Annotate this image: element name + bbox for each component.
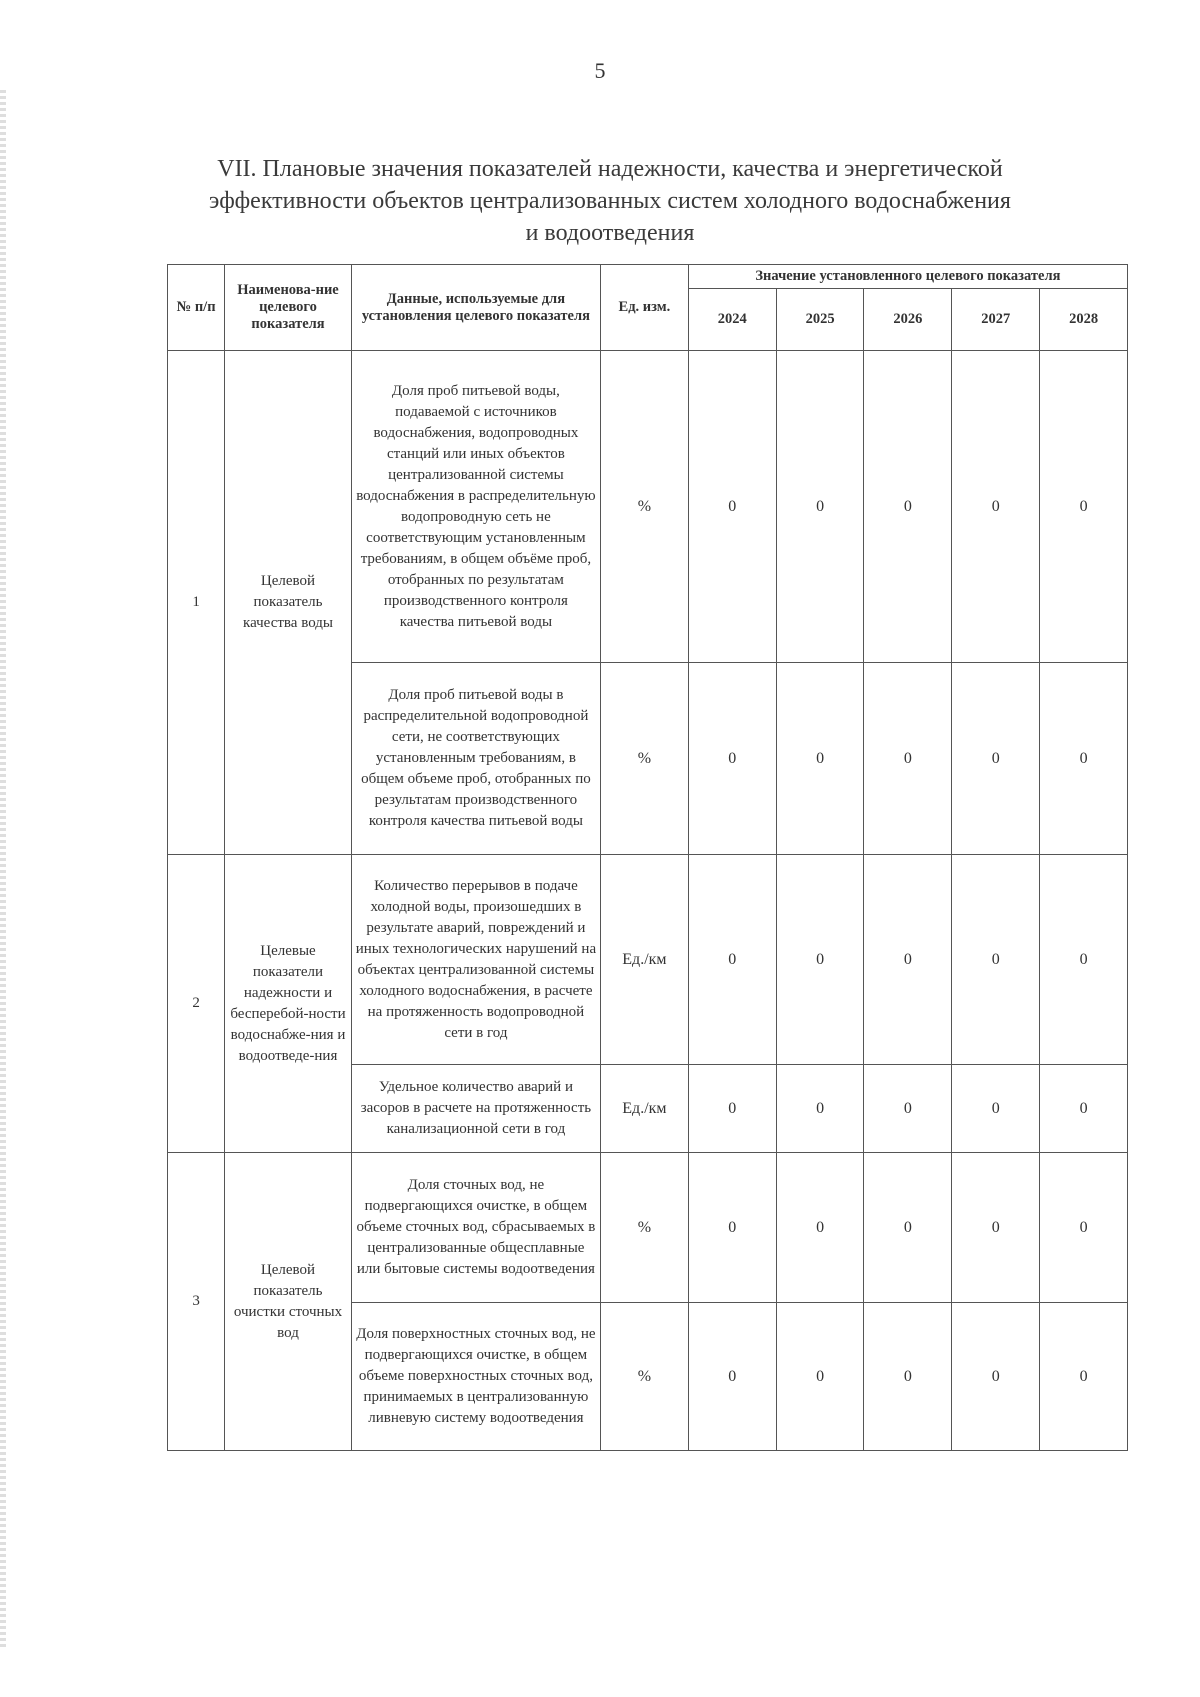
header-num: № п/п (168, 265, 225, 351)
value-cell: 0 (688, 1065, 776, 1153)
header-year: 2027 (952, 289, 1040, 351)
value-cell: 0 (952, 351, 1040, 663)
header-year: 2028 (1040, 289, 1128, 351)
value-cell: 0 (688, 663, 776, 855)
value-cell: 0 (688, 1303, 776, 1451)
unit-cell: % (601, 663, 689, 855)
heading-line: и водоотведения (525, 220, 695, 246)
indicator-data: Удельное количество аварий и засоров в расчете на протяженность канализационной сети в год (351, 1065, 600, 1153)
value-cell: 0 (864, 855, 952, 1065)
indicator-data: Количество перерывов в подаче холодной воды, произошедших в результате аварий, повреждений и иных технологических нарушений на объектах централизованной системы холодного водоснабжения, в расчете на протяженность водопроводной сети в год (351, 855, 600, 1065)
row-number: 3 (168, 1153, 225, 1451)
value-cell: 0 (864, 1303, 952, 1451)
value-cell: 0 (864, 1065, 952, 1153)
value-cell: 0 (688, 855, 776, 1065)
value-cell: 0 (1040, 1065, 1128, 1153)
header-data: Данные, используемые для установления целевого показателя (351, 265, 600, 351)
value-cell: 0 (776, 351, 864, 663)
value-cell: 0 (1040, 1303, 1128, 1451)
value-cell: 0 (1040, 855, 1128, 1065)
header-year: 2026 (864, 289, 952, 351)
unit-cell: Ед./км (601, 855, 689, 1065)
value-cell: 0 (776, 663, 864, 855)
header-unit: Ед. изм. (601, 265, 689, 351)
value-cell: 0 (864, 351, 952, 663)
table-row (168, 855, 1128, 1065)
indicator-data: Доля сточных вод, не подвергающихся очистке, в общем объеме сточных вод, сбрасываемых в централизованные общесплавные или бытовые системы водоотведения (351, 1153, 600, 1303)
value-cell: 0 (776, 1303, 864, 1451)
header-year: 2024 (688, 289, 776, 351)
value-cell: 0 (952, 1303, 1040, 1451)
value-cell: 0 (1040, 351, 1128, 663)
indicator-data: Доля проб питьевой воды, подаваемой с источников водоснабжения, водопроводных станций или иных объектов централизованной системы водоснабжения в распределительную водопроводную сеть не соответствующим установленным требованиям, в общем объёме проб, отобранных по результатам производственного контроля качества питьевой воды (351, 351, 600, 663)
indicator-name: Целевые показатели надежности и бесперебой-ности водоснабже-ния и водоотведе-ния (225, 855, 352, 1153)
value-cell: 0 (952, 1065, 1040, 1153)
table-row (168, 351, 1128, 663)
value-cell: 0 (776, 855, 864, 1065)
row-number: 1 (168, 351, 225, 855)
unit-cell: % (601, 1153, 689, 1303)
value-cell: 0 (1040, 663, 1128, 855)
value-cell: 0 (776, 1065, 864, 1153)
indicators-table (167, 264, 1128, 1451)
row-number: 2 (168, 855, 225, 1153)
table-row (168, 1153, 1128, 1303)
value-cell: 0 (1040, 1153, 1128, 1303)
value-cell: 0 (864, 663, 952, 855)
header-year: 2025 (776, 289, 864, 351)
indicator-name: Целевой показатель очистки сточных вод (225, 1153, 352, 1451)
value-cell: 0 (952, 663, 1040, 855)
unit-cell: % (601, 1303, 689, 1451)
value-cell: 0 (688, 351, 776, 663)
unit-cell: % (601, 351, 689, 663)
indicator-name: Целевой показатель качества воды (225, 351, 352, 855)
indicator-data: Доля поверхностных сточных вод, не подвергающихся очистке, в общем объеме поверхностных сточных вод, принимаемых в централизованную ливневую систему водоотведения (351, 1303, 600, 1451)
page-number: 5 (594, 58, 606, 83)
value-cell: 0 (864, 1153, 952, 1303)
value-cell: 0 (952, 1153, 1040, 1303)
unit-cell: Ед./км (601, 1065, 689, 1153)
header-name: Наименова-ние целевого показателя (225, 265, 352, 351)
indicator-data: Доля проб питьевой воды в распределительной водопроводной сети, не соответствующих установленным требованиям, в общем объеме проб, отобранных по результатам производственного контроля качества питьевой воды (351, 663, 600, 855)
heading-line: эффективности объектов централизованных систем холодного водоснабжения (209, 188, 1011, 214)
scan-edge (0, 90, 6, 1650)
heading-line: VII. Плановые значения показателей надежности, качества и энергетической (217, 156, 1003, 182)
value-cell: 0 (952, 855, 1040, 1065)
value-cell: 0 (688, 1153, 776, 1303)
header-value-group: Значение установленного целевого показателя (688, 265, 1127, 289)
section-heading (180, 153, 1040, 249)
value-cell: 0 (776, 1153, 864, 1303)
